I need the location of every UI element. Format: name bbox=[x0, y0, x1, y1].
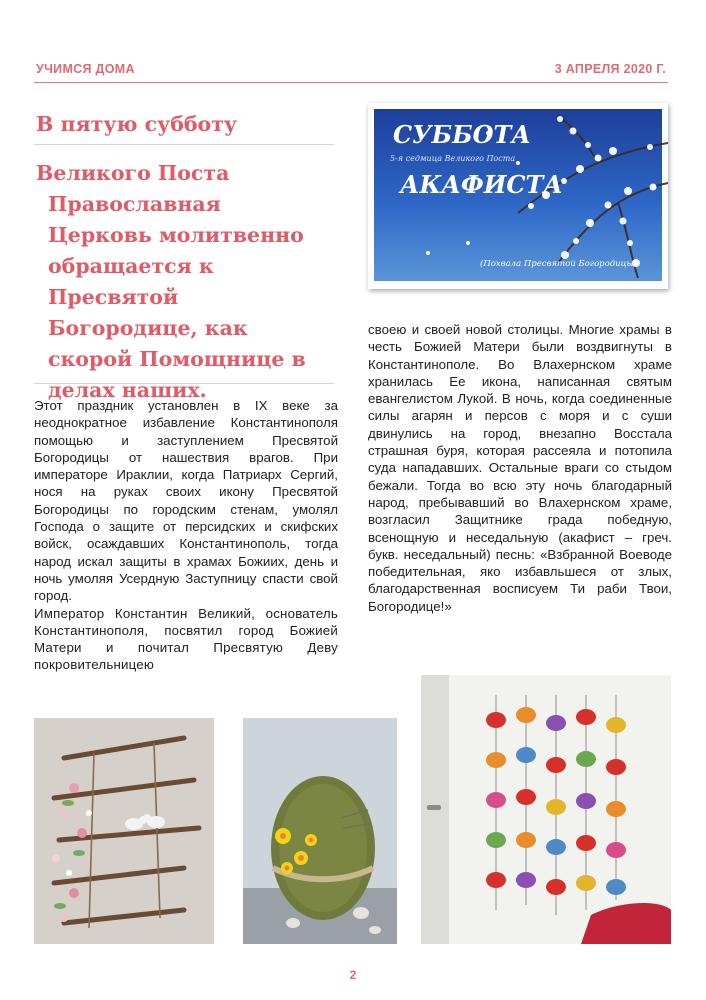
paper-birds-photo bbox=[421, 675, 671, 944]
banner-title: СУББОТА bbox=[393, 120, 531, 149]
akathist-banner-image bbox=[368, 103, 668, 289]
title-line: делах наших. bbox=[48, 378, 207, 402]
title-line: обращается к bbox=[48, 254, 214, 278]
article-title-line1: В пятую субботу bbox=[36, 112, 238, 136]
article-left-column bbox=[34, 397, 338, 674]
section-header: УЧИМСЯ ДОМА bbox=[36, 62, 135, 76]
title-line: Пресвятой bbox=[48, 285, 179, 309]
banner-subtitle: 5-я седмица Великого Поста bbox=[390, 154, 516, 163]
title-divider bbox=[34, 144, 334, 145]
issue-date: 3 АПРЕЛЯ 2020 Г. bbox=[554, 62, 666, 76]
branch-decoration-photo bbox=[34, 718, 214, 944]
title-line: Церковь молитвенно bbox=[48, 223, 304, 247]
moss-egg-photo bbox=[243, 718, 397, 944]
title-line: Великого Поста bbox=[36, 161, 230, 185]
paragraph: своею и своей новой столицы. Многие храмы в честь Божией Матери были воздвигнуты в Константинополе. Во Влахернском храме хранилась Ее икона, написанная святым евангелистом Лукой. В ночь, когда соединенные силы агарян и персов с моря и с суши двинулись на город, внезапно Восстала страшная буря, которая рассеяла и потопила суда нападавших. Остальные враги со стыдом бежали. Тогда во всю эту ночь благодарный народ, пребывавший во Влахернском храме, возгласил Защитнике града победную, всенощную и неседальную (акафист – греч. букв. неседальный) песнь: «Взбранной Воеводе победительная, яко избавльшеся от злых, благодарственная восписуем Ти раби Твои, Богородице!» bbox=[368, 322, 672, 614]
page-number: 2 bbox=[349, 968, 357, 982]
article-right-column bbox=[368, 321, 672, 615]
article-title bbox=[36, 158, 336, 406]
paragraph: Этот праздник установлен в IX веке за неоднократное избавление Константинополя помощью и заступлением Пресвятой Богородицы от нашествия врагов. При императоре Ираклии, когда Патриарх Сергий, нося на руках своих икону Пресвятой Богородицы по городским стенам, умолял Господа о защите от персидских и скифских войск, осаждавших Константинополь, тогда народ искал защиты в храмах Божиих, день и ночь умоляя Усердную Заступницу спасти свой город. bbox=[34, 398, 338, 604]
title-bottom-divider bbox=[34, 383, 334, 384]
banner-caption: (Похвала Пресвятой Богородицы) bbox=[480, 259, 637, 269]
header-divider bbox=[34, 82, 668, 83]
title-line: Богородице, как bbox=[48, 316, 248, 340]
title-line: Православная bbox=[48, 192, 221, 216]
banner-title-2: АКАФИСТА bbox=[400, 170, 563, 199]
paragraph: Император Константин Великий, основатель Константинополя, посвятил город Божией Матери и почитал Пресвятую Деву покровительницею bbox=[34, 605, 338, 673]
title-line: скорой Помощнице в bbox=[48, 347, 306, 371]
